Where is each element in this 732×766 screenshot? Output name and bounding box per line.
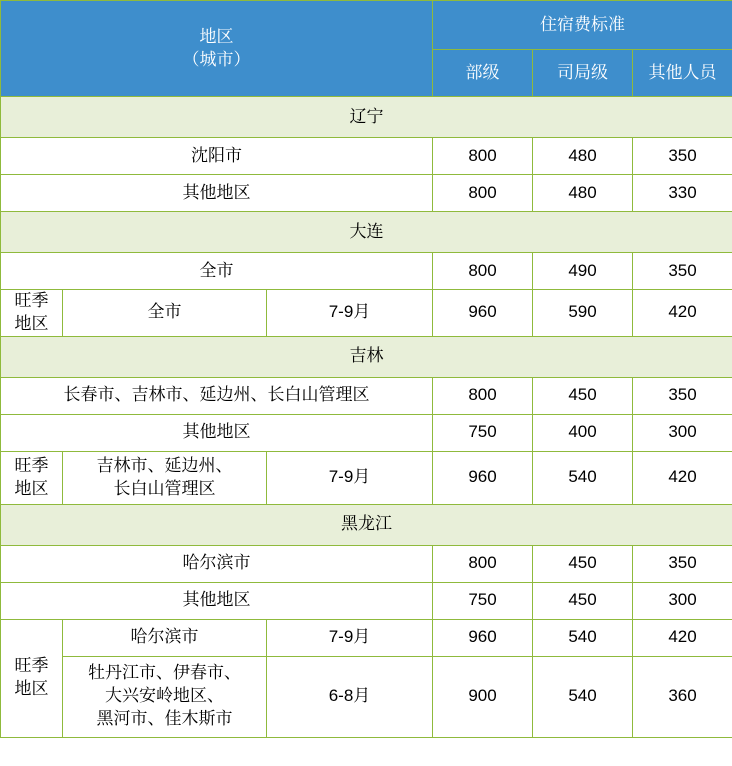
- rate-ju: 540: [533, 619, 633, 656]
- rate-other: 350: [633, 138, 732, 175]
- province-name: 辽宁: [1, 97, 732, 138]
- province-name: 黑龙江: [1, 504, 732, 545]
- table-row: [1, 138, 732, 175]
- season-months: 6-8月: [267, 656, 433, 737]
- header-standard: 住宿费标准: [433, 1, 732, 50]
- province-row: [1, 336, 732, 377]
- rate-ju: 480: [533, 138, 633, 175]
- rate-bu: 960: [433, 451, 533, 504]
- rate-bu: 800: [433, 253, 533, 290]
- province-row: [1, 97, 732, 138]
- rate-bu: 900: [433, 656, 533, 737]
- province-name: 吉林: [1, 336, 732, 377]
- rate-ju: 400: [533, 414, 633, 451]
- rate-other: 360: [633, 656, 732, 737]
- header-col-other: 其他人员: [633, 50, 732, 97]
- province-name: 大连: [1, 212, 732, 253]
- rate-ju: 450: [533, 377, 633, 414]
- rate-other: 420: [633, 290, 732, 337]
- region-name: 哈尔滨市: [1, 545, 433, 582]
- rate-ju: 590: [533, 290, 633, 337]
- season-months: 7-9月: [267, 619, 433, 656]
- region-name: 沈阳市: [1, 138, 433, 175]
- region-name: 其他地区: [1, 414, 433, 451]
- region-name: 长春市、吉林市、延边州、长白山管理区: [1, 377, 433, 414]
- season-region-label: 旺季 地区: [1, 290, 63, 337]
- rate-bu: 800: [433, 138, 533, 175]
- province-row: [1, 212, 732, 253]
- region-name: 吉林市、延边州、 长白山管理区: [63, 451, 267, 504]
- table-row: [1, 619, 732, 656]
- region-name: 牡丹江市、伊春市、 大兴安岭地区、 黑河市、佳木斯市: [63, 656, 267, 737]
- rate-other: 420: [633, 451, 732, 504]
- rate-other: 300: [633, 582, 732, 619]
- rate-bu: 750: [433, 582, 533, 619]
- region-name: 其他地区: [1, 582, 433, 619]
- rate-ju: 540: [533, 656, 633, 737]
- rate-bu: 750: [433, 414, 533, 451]
- rate-ju: 490: [533, 253, 633, 290]
- region-name: 全市: [63, 290, 267, 337]
- rate-bu: 960: [433, 619, 533, 656]
- header-region-line1: 地区: [199, 26, 234, 46]
- table-row: [1, 582, 732, 619]
- rate-ju: 480: [533, 175, 633, 212]
- rate-bu: 960: [433, 290, 533, 337]
- header-region: [1, 1, 433, 97]
- rate-other: 350: [633, 545, 732, 582]
- table-body: [1, 97, 732, 738]
- header-col-bu: 部级: [433, 50, 533, 97]
- rate-other: 420: [633, 619, 732, 656]
- region-name: 全市: [1, 253, 433, 290]
- table-row: [1, 377, 732, 414]
- rate-ju: 450: [533, 582, 633, 619]
- table-row: [1, 253, 732, 290]
- table-row: [1, 290, 732, 337]
- rate-bu: 800: [433, 377, 533, 414]
- table-row: [1, 175, 732, 212]
- rate-other: 350: [633, 253, 732, 290]
- season-months: 7-9月: [267, 290, 433, 337]
- table-row: [1, 414, 732, 451]
- region-name: 其他地区: [1, 175, 433, 212]
- province-row: [1, 504, 732, 545]
- table-row: [1, 451, 732, 504]
- rate-ju: 450: [533, 545, 633, 582]
- table-header: [1, 1, 732, 97]
- season-region-label: 旺季 地区: [1, 451, 63, 504]
- rate-other: 330: [633, 175, 732, 212]
- season-region-label: 旺季 地区: [1, 619, 63, 737]
- season-months: 7-9月: [267, 451, 433, 504]
- rate-bu: 800: [433, 545, 533, 582]
- rate-bu: 800: [433, 175, 533, 212]
- rate-other: 300: [633, 414, 732, 451]
- rate-other: 350: [633, 377, 732, 414]
- region-name: 哈尔滨市: [63, 619, 267, 656]
- header-region-line2: （城市）: [182, 49, 251, 69]
- rate-ju: 540: [533, 451, 633, 504]
- table-row: [1, 545, 732, 582]
- header-col-ju: 司局级: [533, 50, 633, 97]
- table-row: [1, 656, 732, 737]
